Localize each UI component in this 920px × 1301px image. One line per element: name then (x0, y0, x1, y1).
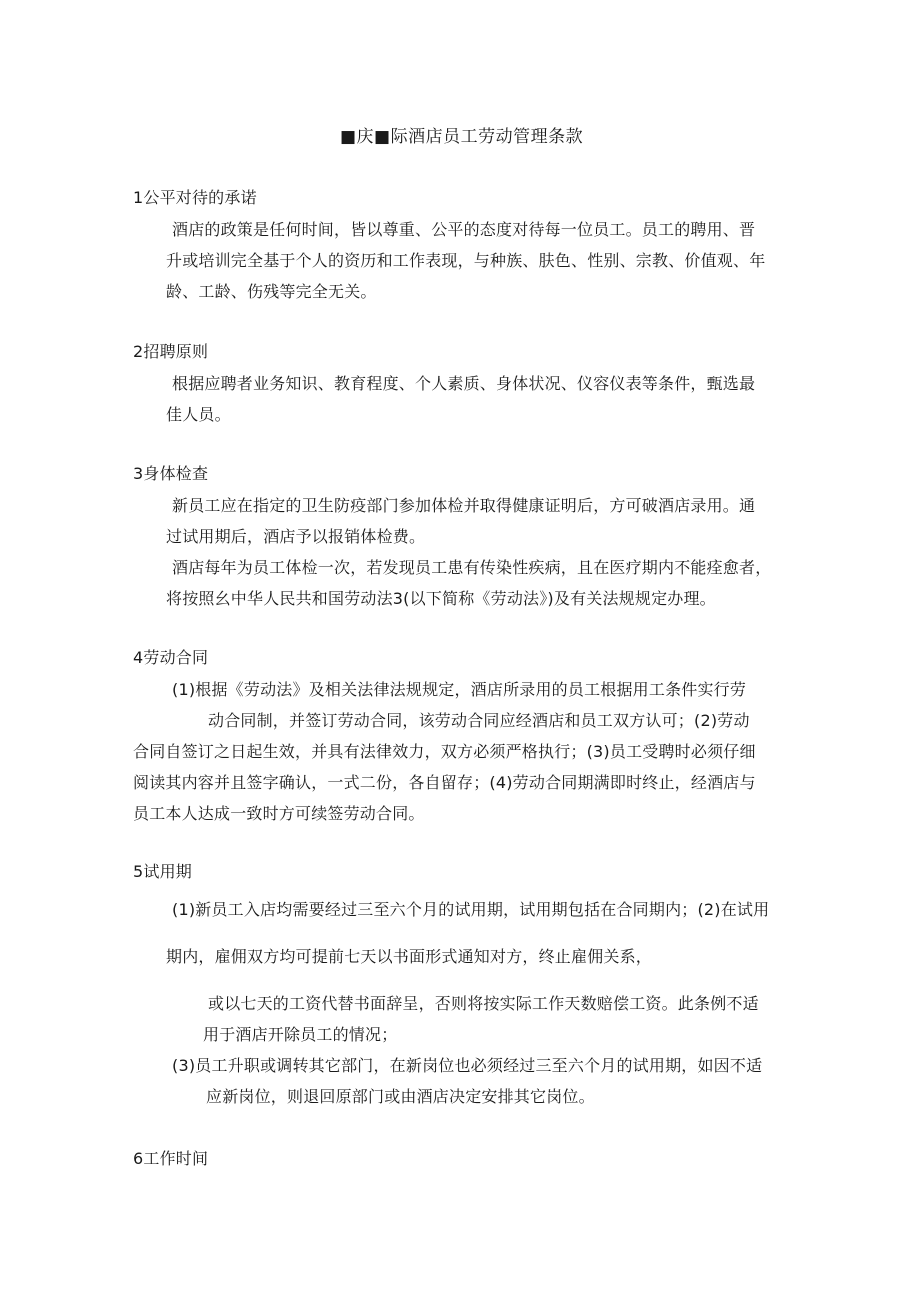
section-4-line-4: 阅读其内容并且签字确认，一式二份，各自留存；(4)劳动合同期满即时终止，经酒店与 (133, 773, 756, 792)
section-heading-3: 3身体检查 (133, 464, 209, 483)
section-5-line-3: 或以七天的工资代替书面辞呈，否则将按实际工作天数赔偿工资。此条例不适 (208, 994, 759, 1013)
section-5-line-5: (3)员工升职或调转其它部门，在新岗位也必须经过三至六个月的试用期，如因不适 (172, 1056, 763, 1075)
section-2-line-1: 根据应聘者业务知识、教育程度、个人素质、身体状况、仪容仪表等条件，甄选最 (172, 374, 756, 393)
section-heading-4: 4劳动合同 (133, 648, 209, 667)
section-5-line-2: 期内，雇佣双方均可提前七天以书面形式通知对方，终止雇佣关系， (166, 947, 653, 966)
section-1-line-2: 升或培训完全基于个人的资历和工作表现，与种族、肤色、性别、宗教、价值观、年 (166, 251, 766, 270)
section-4-line-5: 员工本人达成一致时方可续签劳动合同。 (133, 804, 425, 823)
section-heading-1: 1公平对待的承诺 (133, 188, 257, 207)
section-1-line-1: 酒店的政策是任何时间，皆以尊重、公平的态度对待每一位员工。员工的聘用、晋 (172, 220, 756, 239)
section-2-line-2: 佳人员。 (166, 405, 231, 424)
section-heading-6: 6工作时间 (133, 1149, 209, 1168)
section-heading-2: 2招聘原则 (133, 342, 209, 361)
section-4-line-3: 合同自签订之日起生效，并具有法律效力，双方必须严格执行；(3)员工受聘时必须仔细 (133, 742, 756, 761)
section-3-line-4: 将按照幺中华人民共和国劳动法3(以下简称《劳动法》)及有关法规规定办理。 (166, 589, 716, 608)
section-3-line-2: 过试用期后，酒店予以报销体检费。 (166, 527, 426, 546)
section-3-line-1: 新员工应在指定的卫生防疫部门参加体检并取得健康证明后，方可破酒店录用。通 (172, 496, 756, 515)
section-5-line-4: 用于酒店开除员工的情况； (203, 1025, 398, 1044)
document-title: ■庆■际酒店员工劳动管理条款 (340, 127, 584, 147)
section-3-line-3: 酒店每年为员工体检一次，若发现员工患有传染性疾病，且在医疗期内不能痊愈者， (172, 558, 772, 577)
section-1-line-3: 龄、工龄、伤残等完全无关。 (166, 282, 377, 301)
section-4-line-2: 动合同制，并签订劳动合同，该劳动合同应经酒店和员工双方认可；(2)劳动 (208, 711, 750, 730)
section-5-line-6: 应新岗位，则退回原部门或由酒店决定安排其它岗位。 (206, 1087, 595, 1106)
section-heading-5: 5试用期 (133, 862, 192, 881)
section-4-line-1: (1)根据《劳动法》及相关法律法规规定，酒店所录用的员工根据用工条件实行劳 (172, 680, 747, 699)
section-5-line-1: (1)新员工入店均需要经过三至六个月的试用期，试用期包括在合同期内；(2)在试用 (172, 900, 770, 919)
